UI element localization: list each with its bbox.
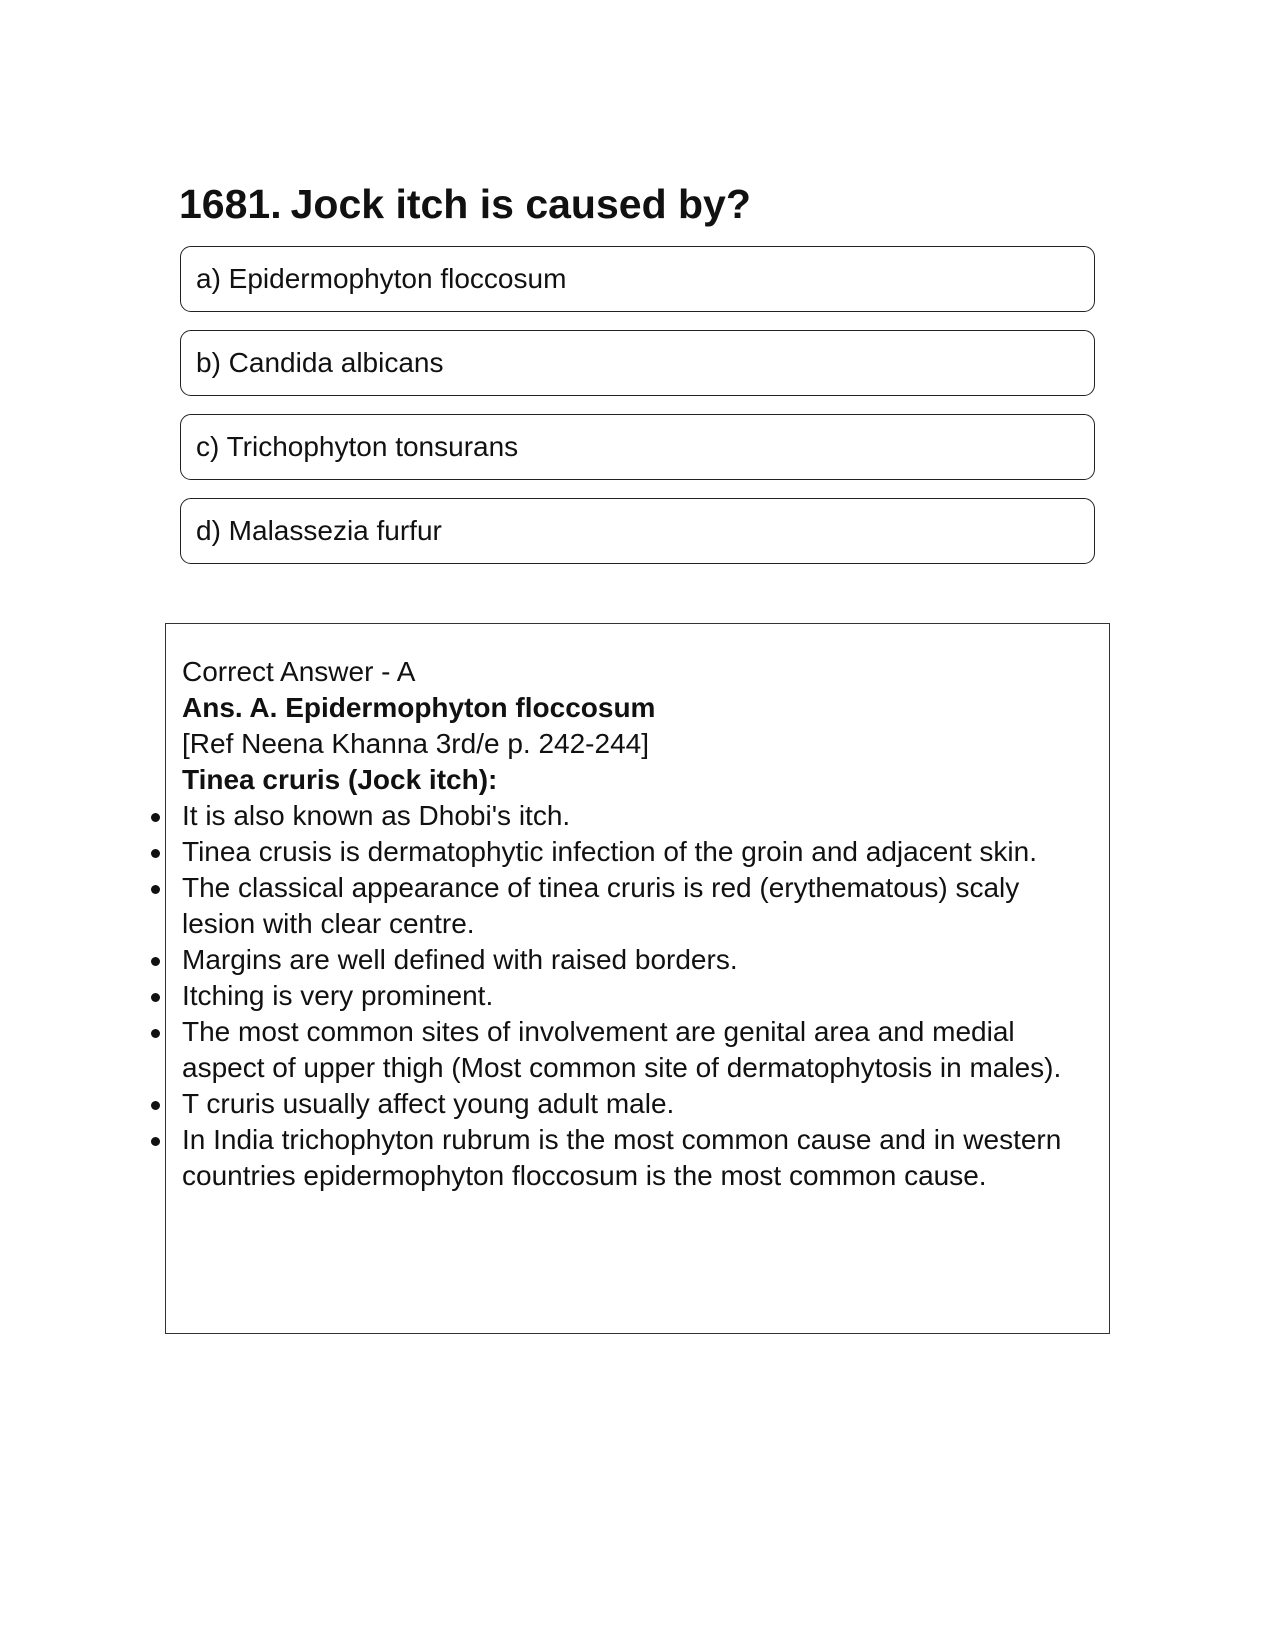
- question-title: [179, 176, 751, 232]
- option-b[interactable]: b) Candida albicans: [180, 330, 1095, 396]
- list-item: Margins are well defined with raised borders.: [182, 942, 1097, 978]
- list-item: Tinea crusis is dermatophytic infection of the groin and adjacent skin.: [182, 834, 1097, 870]
- list-item: T cruris usually affect young adult male.: [182, 1086, 1097, 1122]
- list-item: It is also known as Dhobi's itch.: [182, 798, 1097, 834]
- option-d[interactable]: d) Malassezia furfur: [180, 498, 1095, 564]
- question-number: 1681.: [179, 181, 282, 227]
- answer-heading: Ans. A. Epidermophyton floccosum: [182, 692, 656, 723]
- list-item: In India trichophyton rubrum is the most common cause and in western countries epidermophyton floccosum is the most common cause.: [182, 1122, 1097, 1194]
- subheading: Tinea cruris (Jock itch):: [182, 764, 498, 795]
- list-item: Itching is very prominent.: [182, 978, 1097, 1014]
- list-item: The most common sites of involvement are genital area and medial aspect of upper thigh (Most common site of dermatophytosis in males).: [182, 1014, 1097, 1086]
- question-text: Jock itch is caused by?: [290, 181, 751, 227]
- answer-explanation: [182, 654, 1097, 1194]
- reference: [Ref Neena Khanna 3rd/e p. 242-244]: [182, 728, 650, 759]
- list-item: The classical appearance of tinea cruris is red (erythematous) scaly lesion with clear centre.: [182, 870, 1097, 942]
- explanation-list: [182, 798, 1097, 1194]
- correct-answer: Correct Answer - A: [182, 656, 416, 687]
- option-a[interactable]: a) Epidermophyton floccosum: [180, 246, 1095, 312]
- option-c[interactable]: c) Trichophyton tonsurans: [180, 414, 1095, 480]
